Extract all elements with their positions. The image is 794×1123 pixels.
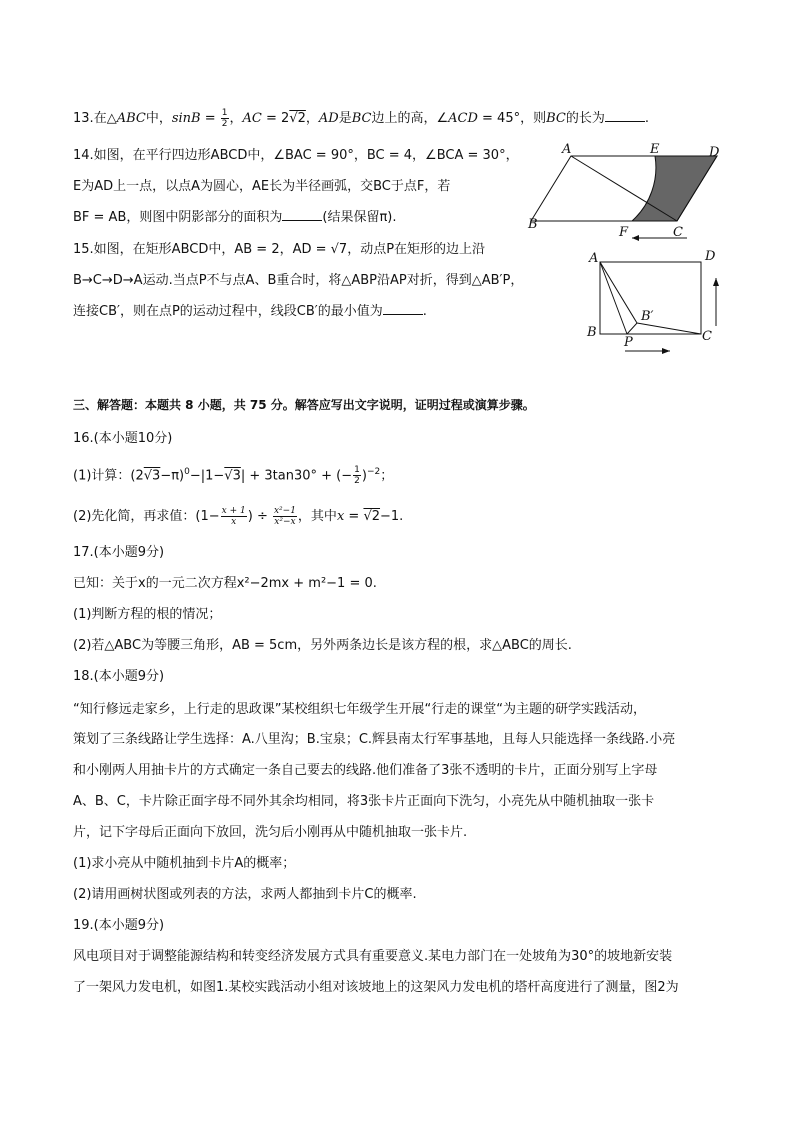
question-14-line-3: BF = AB，则图中阴影部分的面积为 (结果保留π). <box>73 210 397 225</box>
q17-line-2: (1)判断方程的根的情况； <box>73 607 222 622</box>
figure-rectangle <box>585 248 735 364</box>
label-b: B <box>528 217 538 232</box>
q18-line-2: 策划了三条线路让学生选择：A.八里沟；B.宝泉；C.辉县南太行军事基地，且每人只能选择一条线路.小亮 <box>73 732 676 747</box>
segment-c-b-prime <box>637 323 701 334</box>
question-14-line-2: E为AD上一点，以点A为圆心，AE长为半径画弧，交BC于点F，若 <box>73 179 451 194</box>
answer-blank[interactable] <box>282 208 322 221</box>
question-15-line-1: 15.如图，在矩形ABCD中，AB = 2，AD = √7，动点P在矩形的边上沿 <box>73 242 486 257</box>
segment-ap <box>600 262 627 334</box>
q13-number: 13. <box>73 111 94 126</box>
answer-blank[interactable] <box>383 302 423 315</box>
q16-heading: 16.(本小题10分) <box>73 431 173 446</box>
segment-b-prime-p <box>627 323 637 334</box>
q18-line-7: (2)请用画树状图或列表的方法，求两人都抽到卡片C的概率. <box>73 887 417 902</box>
label-d: D <box>709 145 720 160</box>
shaded-region <box>632 156 717 221</box>
figure-parallelogram <box>525 142 745 242</box>
question-15-line-3: 连接CB′，则在点P的运动过程中，线段CB′的最小值为 . <box>73 304 427 319</box>
right-arrow-head <box>662 348 670 354</box>
arrow-head <box>632 235 639 241</box>
q18-line-5: 片，记下字母后正面向下放回，洗匀后小刚再从中随机抽取一张卡片. <box>73 825 468 840</box>
q18-line-1: “知行修远走家乡，上行走的思政课”某校组织七年级学生开展“行走的课堂“为主题的研学实践活动， <box>73 702 646 717</box>
q16-part-1: (1)计算：$(2√3-\pi)^0-|1-√3| + 3\tan 30^\circ$ + (− $\frac{1}{2}$ )$^{-2}$； <box>73 465 394 487</box>
label-b-prime: B′ <box>641 309 654 324</box>
label-a: A <box>562 142 572 157</box>
q18-line-3: 和小刚两人用抽卡片的方式确定一条自己要去的线路.他们准备了3张不透明的卡片，正面分别写上字母 <box>73 763 658 778</box>
q18-heading: 18.(本小题9分) <box>73 669 165 684</box>
label-b: B <box>587 325 597 340</box>
label-a: A <box>589 251 599 266</box>
q16-part-2: (2)先化简，再求值：(1− $\frac{x + 1}{x}$ ) ÷ $\frac{\text{x²−1}}{\text{x²−x}}$ ，其中x = √2−1. <box>73 506 404 527</box>
question-14-line-1: 14.如图，在平行四边形ABCD中，∠BAC = 90°，BC = 4，∠BCA = 30°， <box>73 148 519 163</box>
label-c: C <box>702 329 712 344</box>
fraction-one-half: $\frac{1}{2}$ <box>221 108 228 129</box>
label-f: F <box>619 225 629 240</box>
q19-line-2: 了一架风力发电机，如图1.某校实践活动小组对该坡地上的这架风力发电机的塔杆高度进行了测量，图2为 <box>73 980 679 995</box>
q17-heading: 17.(本小题9分) <box>73 545 165 560</box>
segment-ab-prime <box>600 262 637 323</box>
q19-heading: 19.(本小题9分) <box>73 918 165 933</box>
q18-line-6: (1)求小亮从中随机抽到卡片A的概率； <box>73 856 296 871</box>
q18-line-4: A、B、C，卡片除正面字母不同外其余均相同，将3张卡片正面向下洗匀，小亮先从中随机抽取一张卡 <box>73 794 655 809</box>
section-3-heading: 三、解答题：本题共 8 小题，共 75 分。解答应写出文字说明，证明过程或演算步骤。 <box>73 398 535 412</box>
question-15-line-2: B→C→D→A运动.当点P不与点A、B重合时，将△ABP沿AP对折，得到△AB′P， <box>73 273 524 288</box>
label-c: C <box>673 225 683 240</box>
label-p: P <box>624 335 633 350</box>
q17-line-1: 已知：关于x的一元二次方程x²−2mx + m²−1 = 0. <box>73 576 377 591</box>
question-13: 13.在△ABC中，sinB = $\frac{1}{2}$ ，AC = 2√2，AD是BC边上的高，∠ACD = 45°，则BC的长为 . <box>73 108 649 129</box>
q19-line-1: 风电项目对于调整能源结构和转变经济发展方式具有重要意义.某电力部门在一处坡角为30°的坡地新安装 <box>73 949 673 964</box>
label-e: E <box>650 142 660 157</box>
answer-blank[interactable] <box>605 109 645 122</box>
q17-line-3: (2)若△ABC为等腰三角形，AB = 5cm，另外两条边长是该方程的根，求△ABC的周长. <box>73 638 572 653</box>
up-arrow-head <box>713 278 719 286</box>
label-d: D <box>705 249 716 264</box>
